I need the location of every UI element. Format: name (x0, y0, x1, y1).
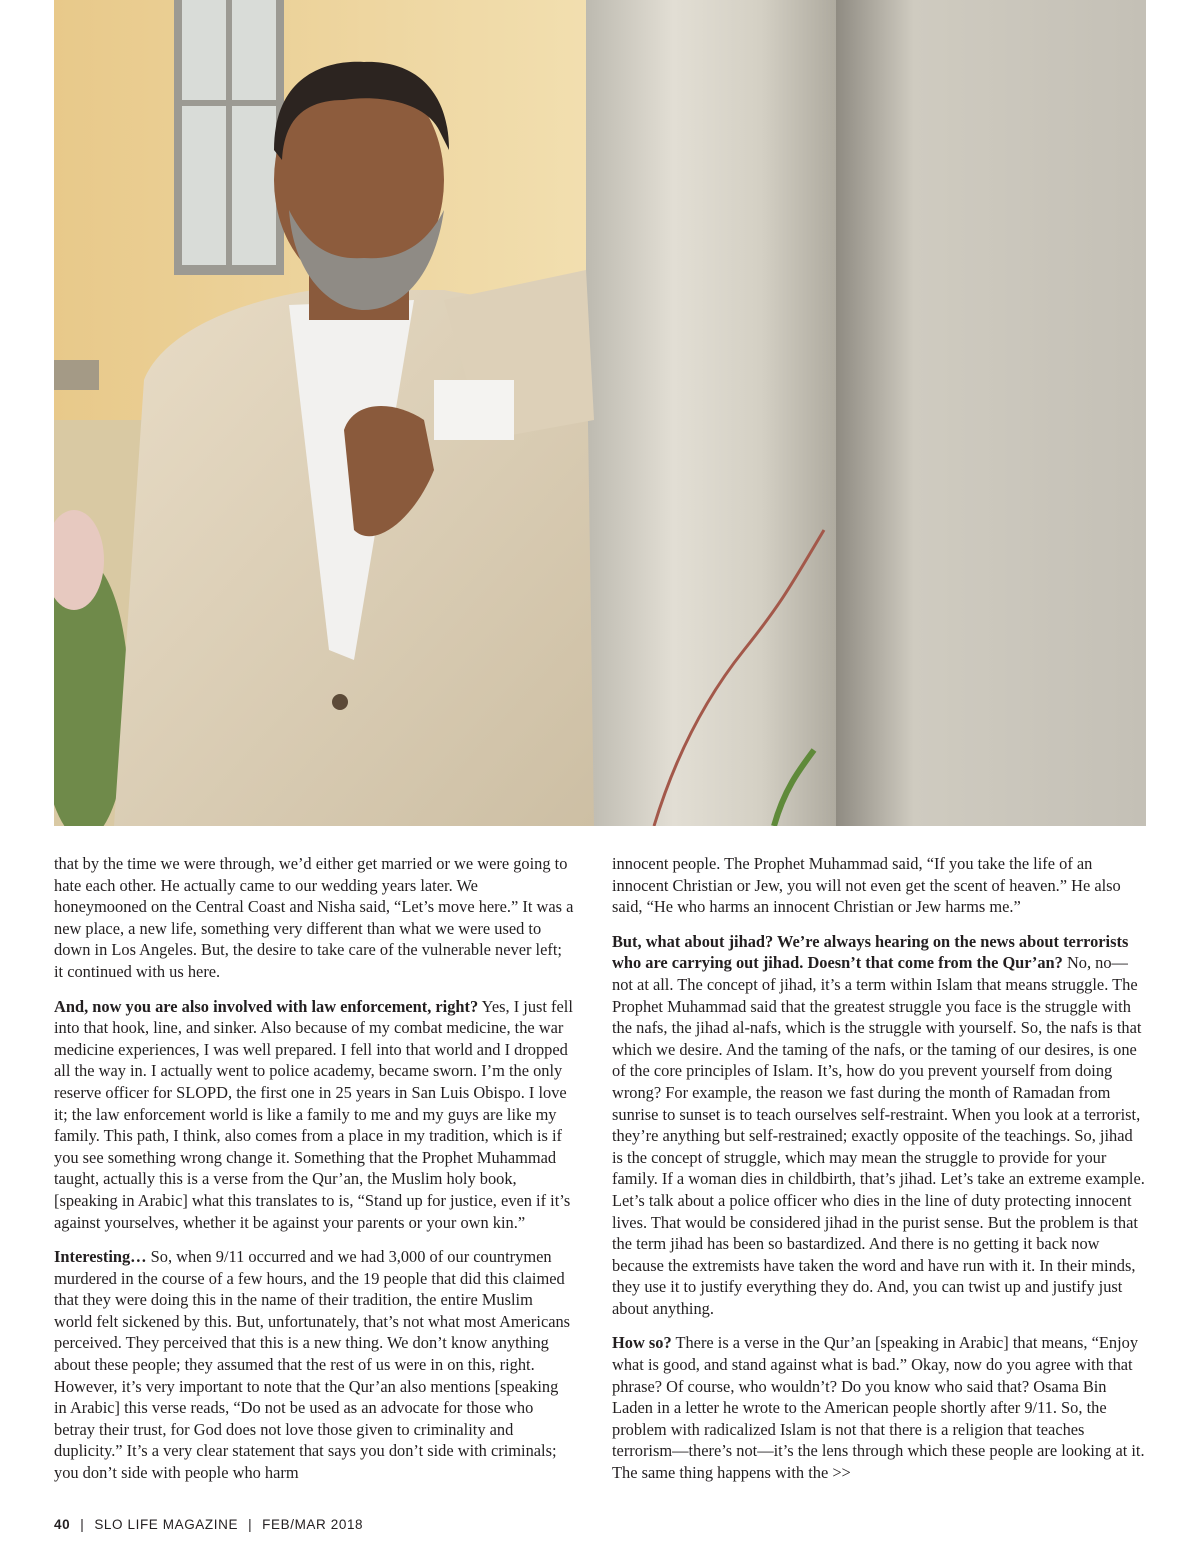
interview-question: And, now you are also involved with law enforcement, right? (54, 996, 479, 1016)
article-paragraph (54, 853, 574, 983)
portrait-photo (54, 0, 1146, 826)
issue-date: FEB/MAR 2018 (262, 1517, 364, 1532)
article-right-column (612, 853, 1146, 1497)
publication-name: SLO LIFE MAGAZINE (94, 1517, 239, 1532)
article-paragraph (612, 931, 1146, 1320)
article-paragraph (612, 853, 1146, 918)
paragraph-text: that by the time we were through, we’d either get married or we were going to hate each other. He actually came to our wedding years later. We honeymooned on the Central Coast and Nisha said, “Let’s move here.” It was a new place, a new life, something very different than what we were used to down in Los Angeles. But, the desire to take care of the vulnerable never left; it continued with us here. (54, 854, 574, 981)
interview-answer: There is a verse in the Qur’an [speaking in Arabic] that means, “Enjoy what is good, and stand against what is bad.” Okay, now do you agree with that phrase? Of course, who wouldn’t? Do you know who said that? Osama Bin Laden in a letter he wrote to the American people shortly after 9/11. So, the problem with radicalized Islam is not that there is a religion that teaches terrorism—there’s not—it’s the lens through which these people are looking at it. The same thing happens with the >> (612, 1333, 1145, 1483)
interview-question: But, what about jihad? We’re always hearing on the news about terrorists who are carrying out jihad. Doesn’t that come from the Qur’an? (612, 931, 1129, 973)
interview-question: Interesting… (54, 1247, 147, 1267)
article-paragraph (54, 1246, 574, 1484)
interview-question: How so? (612, 1333, 672, 1353)
page-footer (54, 1517, 363, 1532)
article-paragraph (54, 996, 574, 1234)
footer-separator: | (248, 1517, 253, 1532)
interview-answer: So, when 9/11 occurred and we had 3,000 of our countrymen murdered in the course of a few hours, and the 19 people that did this claimed that they were doing this in the name of their tradition, the entire Muslim world felt sickened by this. But, unfortunately, that’s not what most Americans perceived. They perceived that this is a new thing. We don’t know anything about these people; they assumed that the rest of us were in on this, right. However, it’s very important to note that the Qur’an also mentions [speaking in Arabic] this verse reads, “Do not be used as an advocate for those who betray their trust, for God does not love those given to criminality and duplicity.” It’s a very clear statement that says you don’t side with criminals; you don’t side with people who harm (54, 1247, 571, 1483)
article-left-column (54, 853, 574, 1497)
interview-answer: No, no—not at all. The concept of jihad, it’s a term within Islam that means struggle. The Prophet Muhammad said that the greatest struggle you face is the struggle with the nafs, the jihad al-nafs, which is the struggle with yourself. So, the nafs is that which we desire. And the taming of the nafs, or the taming of our desires, is one of the core principles of Islam. It’s, how do you prevent yourself from doing wrong? For example, the reason we fast during the month of Ramadan from sunrise to sunset is to teach ourselves self-restraint. When you look at a terrorist, they’re anything but self-restrained; exactly opposite of the teachings. So, jihad is the concept of struggle, which may mean the struggle to provide for your family. If a woman dies in childbirth, that’s jihad. Let’s take an extreme example. Let’s talk about a police officer who dies in the line of duty protecting innocent lives. That would be considered jihad in the purist sense. But the problem is that the term jihad has been so bastardized. And there is no getting it back now because the extremists have taken the word and have run with it. In their minds, they use it to justify everything they do. And, you can twist up and justify just about anything. (612, 953, 1145, 1318)
page-number: 40 (54, 1517, 71, 1532)
paragraph-text: innocent people. The Prophet Muhammad said, “If you take the life of an innocent Christian or Jew, you will not even get the scent of heaven.” He also said, “He who harms an innocent Christian or Jew harms me.” (612, 854, 1121, 917)
article-paragraph (612, 1332, 1146, 1483)
footer-separator: | (80, 1517, 85, 1532)
interview-answer: Yes, I just fell into that hook, line, and sinker. Also because of my combat medicine, the war medicine experiences, I was well prepared. I fell into that world and I dropped all the way in. I actually went to police academy, became sworn. I’m the only reserve officer for SLOPD, the first one in 25 years in San Luis Obispo. I love it; the law enforcement world is like a family to me and my guys are like my family. This path, I think, also comes from a place in my tradition, which is if you see something wrong change it. Something that the Prophet Muhammad taught, actually this is a verse from the Qur’an, the Muslim holy book, [speaking in Arabic] what this translates to is, “Stand up for justice, even if it’s against yourselves, whether it be against your parents or your own kin.” (54, 996, 573, 1232)
